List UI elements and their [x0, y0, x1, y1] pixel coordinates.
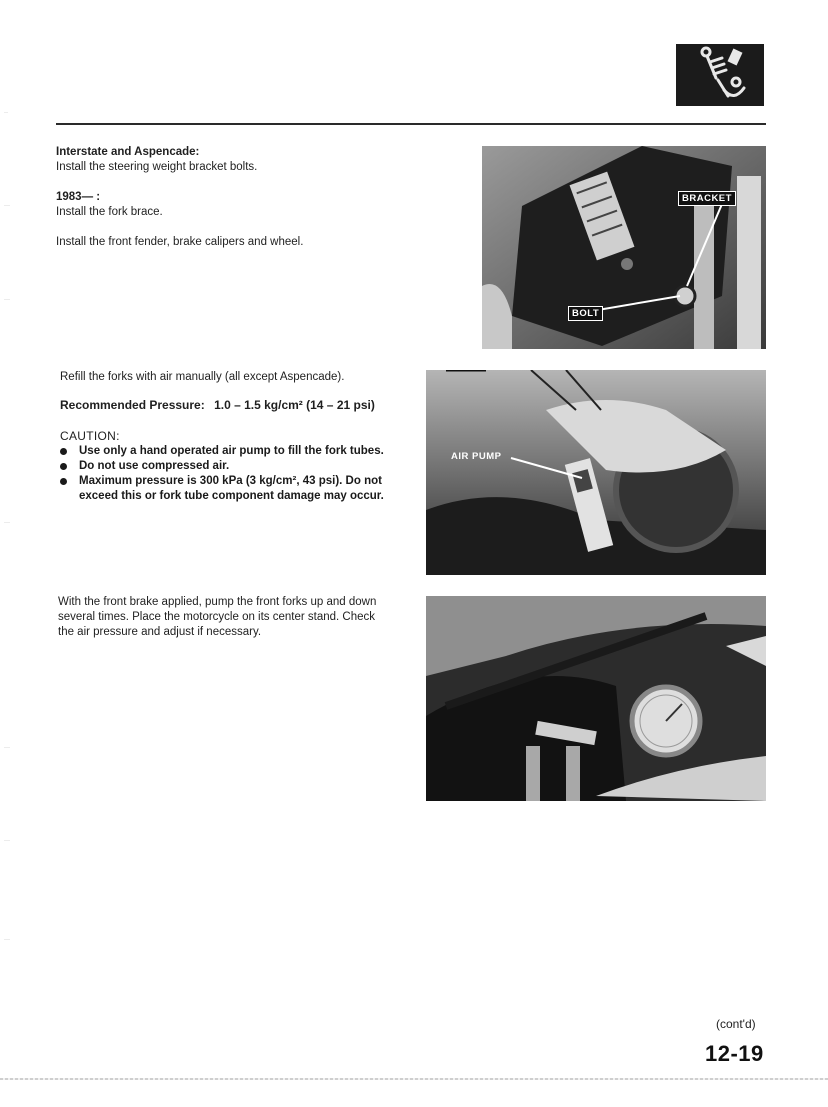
caution-heading: CAUTION:	[60, 429, 120, 443]
margin-speck: ···	[4, 203, 10, 209]
caution-item: Maximum pressure is 300 kPa (3 kg/cm², 43 psi). Do not exceed this or fork tube component damage may occur.	[57, 474, 407, 504]
caution-list	[57, 444, 407, 504]
margin-speck: ···	[4, 297, 10, 303]
continued-label: (cont'd)	[716, 1017, 756, 1031]
callout-bracket: BRACKET	[678, 191, 736, 206]
section3-line2: several times. Place the motorcycle on its center stand. Check	[58, 611, 376, 623]
section1-line2: Install the fork brace.	[56, 206, 163, 218]
section-icon-box	[676, 44, 764, 106]
margin-speck: ···	[4, 937, 10, 943]
section1-line1: Install the steering weight bracket bolts.	[56, 161, 258, 173]
pressure-label: Recommended Pressure:	[60, 398, 205, 412]
margin-speck: ···	[4, 520, 10, 526]
section2-intro: Refill the forks with air manually (all except Aspencade).	[60, 371, 345, 383]
photo-steering-bracket	[482, 146, 766, 349]
margin-speck: ··	[4, 110, 8, 116]
recommended-pressure	[60, 398, 375, 413]
section1-heading: Interstate and Aspencade:	[56, 146, 200, 158]
callout-bolt: BOLT	[568, 306, 603, 321]
caution-item: Use only a hand operated air pump to fill the fork tubes.	[57, 444, 407, 459]
photo-pressure-check	[426, 596, 766, 801]
margin-speck: ···	[4, 745, 10, 751]
callout-air-pump: AIR PUMP	[451, 451, 502, 462]
section1-line3: Install the front fender, brake calipers and wheel.	[56, 236, 304, 248]
section1-year-heading: 1983— :	[56, 191, 101, 203]
fork-suspension-icon	[676, 44, 764, 106]
page-number: 12-19	[705, 1041, 764, 1066]
margin-speck: ···	[4, 838, 10, 844]
pressure-value: 1.0 – 1.5 kg/cm² (14 – 21 psi)	[214, 398, 375, 412]
section3-line1: With the front brake applied, pump the front forks up and down	[58, 596, 377, 608]
header-rule	[56, 123, 766, 125]
section3-text	[58, 595, 408, 640]
caution-item: Do not use compressed air.	[57, 459, 407, 474]
photo-air-pump	[426, 370, 766, 575]
bottom-edge-rule	[0, 1078, 828, 1080]
section3-line3: the air pressure and adjust if necessary.	[58, 626, 262, 638]
